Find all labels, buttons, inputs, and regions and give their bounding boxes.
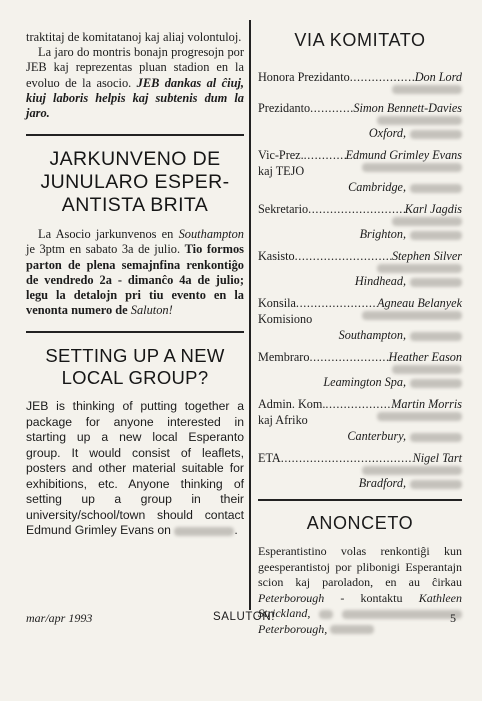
section1-text-a: La Asocio jarkunvenos en xyxy=(38,227,174,242)
committee-entry-row xyxy=(258,295,462,311)
section2-title-line2: LOCAL GROUP? xyxy=(61,367,209,389)
intro-line: traktitaj de komitatanoj kaj aliaj volontuloj. xyxy=(26,30,242,44)
redacted-postcode xyxy=(410,130,462,139)
redacted-postcode xyxy=(410,278,462,287)
section2-title xyxy=(26,345,244,389)
section1-place: Southampton xyxy=(178,227,244,242)
leader-dots xyxy=(296,295,377,311)
redacted-address xyxy=(377,412,462,421)
section1-title xyxy=(26,148,244,217)
committee-entry-row xyxy=(258,450,462,466)
leader-dots xyxy=(309,349,388,365)
committee-role: Prezidanto xyxy=(258,101,311,115)
anonceto-title: ANONCETO xyxy=(306,513,414,533)
leader-dots xyxy=(325,396,391,412)
redacted-phone xyxy=(174,527,234,536)
committee-entry-row xyxy=(258,349,462,365)
committee-role: Kasisto xyxy=(258,249,295,263)
redacted-postcode xyxy=(330,625,374,634)
section2-body: JEB is thinking of putting together a package for anyone interested in starting up a new local Esperanto group. It would consist of leaflets, posters and other material suitable for exhibitions, etc. Anyone thinking of setting up a group in their university/school/town should contact Edmund Grimley Evans on . xyxy=(26,399,244,538)
committee-city-line xyxy=(258,179,462,195)
committee-city-line xyxy=(258,327,462,343)
section1-text-b: je 3ptm en sabato 3a de julio. xyxy=(26,242,181,257)
section1-bold: Tio formos parton de plena semajnfina renkontiĝo de vendredo 2a - dimanĉo 4a de julio; legu la detalojn pri tiu evento en la venonta numero de xyxy=(26,242,245,318)
committee-entry-row xyxy=(258,100,462,116)
intro-paragraph xyxy=(26,45,244,121)
leader-dots xyxy=(350,69,415,85)
redacted-postcode xyxy=(410,433,462,442)
committee-member-name: Martin Morris xyxy=(391,397,462,411)
leader-dots xyxy=(310,100,353,116)
committee-city: Brighton, xyxy=(359,227,406,241)
committee-entry xyxy=(258,248,462,289)
committee-entry-row xyxy=(258,396,462,412)
committee-member-name: Heather Eason xyxy=(388,350,462,364)
committee-city: Oxford, xyxy=(368,126,406,140)
committee-role: ETA xyxy=(258,451,281,465)
committee-entry xyxy=(258,201,462,242)
redacted-address xyxy=(362,163,462,172)
intro-paragraph-text: La jaro do montris bonajn progresojn por JEB kaj reprezentas pluan stadion en la evoluo de la asocio. xyxy=(26,45,244,90)
anonceto-text-a: Esperantistino volas renkontiĝi kun geesperantistoj por plibonigi Esperantajn scion kaj paroladon, en au ĉirkau xyxy=(258,544,462,589)
committee-entry-line2 xyxy=(258,264,462,273)
redacted-postcode xyxy=(410,231,462,240)
redacted-address xyxy=(392,217,462,226)
committee-entry xyxy=(258,349,462,390)
committee-member-name: Nigel Tart xyxy=(412,451,462,465)
committee-role-continued: Komisiono xyxy=(258,312,313,326)
footer-date: mar/apr 1993 xyxy=(26,611,93,625)
committee-member-name: Edmund Grimley Evans xyxy=(345,148,462,162)
committee-member-name: Agneau Belanyek xyxy=(377,296,462,310)
committee-entry xyxy=(258,69,462,94)
leader-dots xyxy=(308,201,405,217)
anonceto-contact: Kathleen Strickland, xyxy=(258,590,463,620)
section2-text: JEB is thinking of putting together a package for anyone interested in starting up a new local Esperanto group. It would consist of leaflets, posters and other material suitable for exhibitions, etc. Anyone thinking of setting up a group in their university/school/town should contact Edmund Grimley Evans on xyxy=(26,399,244,538)
leader-dots xyxy=(304,147,346,163)
footer-magazine: SALUTON! xyxy=(212,611,276,623)
committee-role: Membraro xyxy=(258,350,310,364)
committee-entry-line2 xyxy=(258,311,462,327)
redacted-address xyxy=(362,466,462,475)
committee-entry xyxy=(258,396,462,444)
committee-role-continued: kaj Afriko xyxy=(258,413,308,427)
section1-title-line2: JUNULARO ESPER- xyxy=(40,171,230,194)
redacted-postcode xyxy=(410,480,462,489)
committee-entry-line2 xyxy=(258,116,462,125)
redacted-postcode xyxy=(410,184,462,193)
committee-member-name: Don Lord xyxy=(414,70,462,84)
committee-entry-row xyxy=(258,201,462,217)
committee-role: Honora Prezidanto xyxy=(258,70,350,84)
anonceto-city: Peterborough, xyxy=(258,621,328,636)
intro-paragraph-emphasis: JEB dankas al ĉiuj, kiuj laboris helpis kaj subtenis dum la jaro. xyxy=(26,75,245,121)
committee-entry-line2 xyxy=(258,163,462,179)
committee-city-line xyxy=(258,273,462,289)
redacted-address xyxy=(362,311,462,320)
redacted-address xyxy=(377,116,462,125)
section-rule xyxy=(26,134,244,136)
committee-entry-line2 xyxy=(258,412,462,428)
committee-role: Konsila xyxy=(258,296,296,310)
committee-city: Southampton, xyxy=(338,328,406,342)
committee-city: Hindhead, xyxy=(354,274,406,288)
committee-city-line xyxy=(258,475,462,491)
right-column xyxy=(258,30,462,637)
anonceto-body xyxy=(258,544,462,637)
section1-title-line3: ANTISTA BRITA xyxy=(61,194,209,217)
left-column xyxy=(26,30,244,539)
committee-city: Leamington Spa, xyxy=(323,375,406,389)
committee-member-name: Stephen Silver xyxy=(391,249,462,263)
committee-role: Sekretario xyxy=(258,202,309,216)
committee-city: Canterbury, xyxy=(347,429,406,443)
committee-city-line xyxy=(258,125,462,141)
committee-role-continued: kaj TEJO xyxy=(258,164,305,178)
anonceto-place: Peterborough xyxy=(258,590,325,605)
committee-entry-line2 xyxy=(258,217,462,226)
committee-entry-line2 xyxy=(258,466,462,475)
committee-entry xyxy=(258,295,462,343)
section-rule xyxy=(258,499,462,501)
committee-entry-line2 xyxy=(258,365,462,374)
section2-title-line1: SETTING UP A NEW xyxy=(45,345,225,367)
committee-entry-row xyxy=(258,147,462,163)
committee-city: Bradford, xyxy=(358,476,406,490)
committee-list xyxy=(258,69,462,491)
committee-entry-line2 xyxy=(258,85,462,94)
section1-body xyxy=(26,227,244,318)
redacted-address xyxy=(377,264,462,273)
committee-city-line xyxy=(258,428,462,444)
committee-city-line xyxy=(258,226,462,242)
committee-title: VIA KOMITATO xyxy=(294,30,426,50)
section1-magazine: Saluton! xyxy=(130,303,173,318)
committee-entry-row xyxy=(258,248,462,264)
leader-dots xyxy=(295,248,392,264)
redacted-address xyxy=(392,85,462,94)
redacted-postcode xyxy=(410,332,462,341)
committee-entry-row xyxy=(258,69,462,85)
redacted-postcode xyxy=(410,379,462,388)
anonceto-text-b: - kontaktu xyxy=(340,590,403,605)
committee-entry xyxy=(258,100,462,141)
committee-role: Vic-Prez. xyxy=(258,148,304,162)
section1-title-line1: JARKUNVENO DE xyxy=(49,148,221,171)
committee-member-name: Karl Jagdis xyxy=(404,202,462,216)
section-rule xyxy=(26,331,244,333)
committee-member-name: Simon Bennett-Davies xyxy=(353,101,462,115)
committee-role: Admin. Kom. xyxy=(258,397,326,411)
column-divider xyxy=(249,20,251,610)
committee-entry xyxy=(258,147,462,195)
committee-city: Cambridge, xyxy=(348,180,406,194)
committee-entry xyxy=(258,450,462,491)
leader-dots xyxy=(281,450,413,466)
footer-page-number: 5 xyxy=(450,611,456,625)
committee-city-line xyxy=(258,374,462,390)
redacted-address xyxy=(392,365,462,374)
